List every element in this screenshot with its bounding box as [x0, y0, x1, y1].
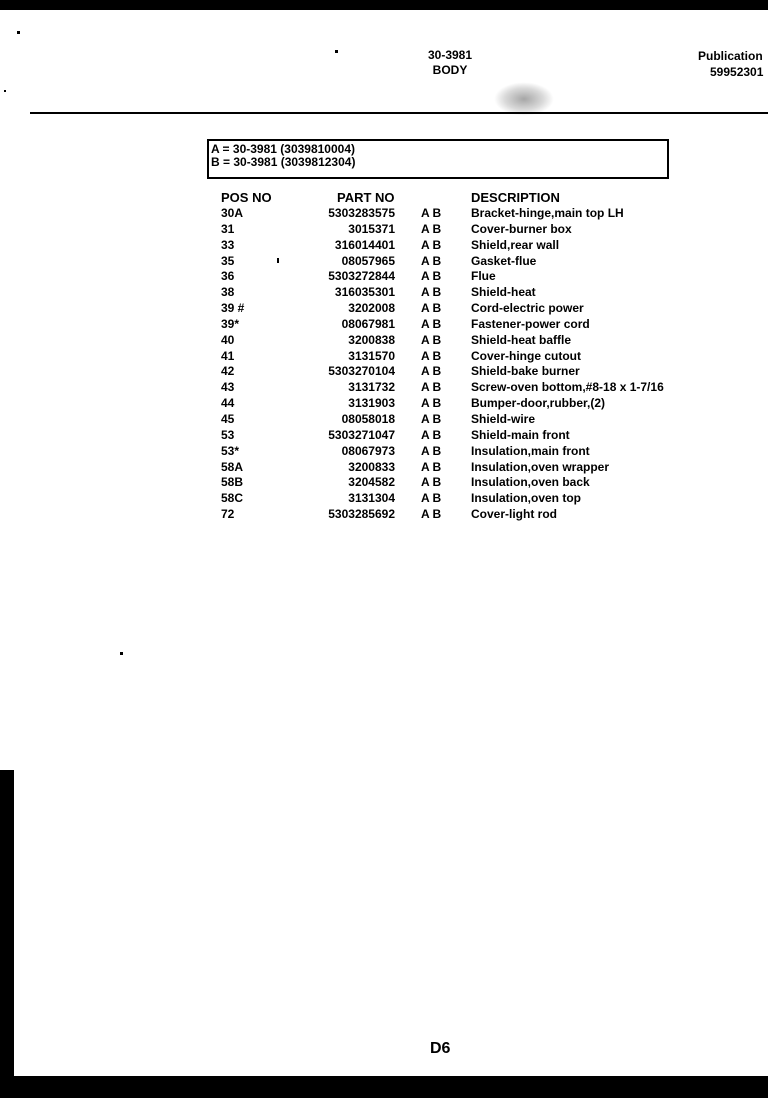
description-cell: Bumper-door,rubber,(2): [471, 396, 606, 411]
description-cell: Flue: [471, 269, 496, 284]
part-no-cell: 3131570: [348, 348, 395, 363]
model-applicability-cell: A B: [421, 348, 442, 363]
model-applicability-cell: A B: [421, 507, 442, 522]
part-no-cell: 08058018: [341, 411, 395, 426]
table-row: [215, 396, 695, 412]
description-cell: Gasket-flue: [471, 253, 537, 268]
model-applicability-cell: A B: [421, 316, 442, 331]
scan-speck: [17, 31, 20, 34]
description-cell: Cover-light rod: [471, 507, 557, 522]
pos-cell: 40: [221, 332, 235, 347]
table-row: [215, 238, 695, 254]
pos-cell: 38: [221, 285, 235, 300]
part-no-cell: 3131304: [348, 491, 395, 506]
publication-number: 59952301: [710, 65, 764, 79]
description-cell: Cover-burner box: [471, 221, 572, 236]
description-cell: Fastener-power cord: [471, 316, 590, 331]
table-row: [215, 412, 695, 428]
publication-label: Publication: [698, 49, 763, 63]
part-no-cell: 5303272844: [328, 269, 395, 284]
pos-cell: 33: [221, 237, 235, 252]
table-row: [215, 254, 695, 270]
part-no-cell: 3015371: [348, 221, 395, 236]
part-no-cell: 3202008: [348, 301, 395, 316]
table-row: [215, 333, 695, 349]
table-header-row: [215, 189, 695, 206]
table-row: [215, 206, 695, 222]
header-description: DESCRIPTION: [471, 190, 560, 205]
model-applicability-cell: A B: [421, 491, 442, 506]
pos-cell: 44: [221, 396, 235, 411]
table-row: [215, 349, 695, 365]
model-applicability-cell: A B: [421, 285, 442, 300]
pos-cell: 36: [221, 269, 235, 284]
part-no-cell: 5303285692: [328, 507, 395, 522]
part-no-cell: 3131732: [348, 380, 395, 395]
description-cell: Shield-main front: [471, 427, 570, 442]
model-legend-box: [207, 139, 669, 179]
header-pos-no: POS NO: [221, 190, 272, 205]
part-no-cell: 3131903: [348, 396, 395, 411]
description-cell: Insulation,oven wrapper: [471, 459, 610, 474]
parts-table: [215, 189, 695, 523]
table-row: [215, 380, 695, 396]
model-applicability-cell: A B: [421, 380, 442, 395]
header-rule: [30, 112, 768, 114]
part-no-cell: 3204582: [348, 475, 395, 490]
part-no-cell: 08057965: [341, 253, 395, 268]
table-row: [215, 507, 695, 523]
pos-cell: 35: [221, 253, 235, 268]
description-cell: Shield-heat: [471, 285, 536, 300]
model-applicability-cell: A B: [421, 443, 442, 458]
scan-speck: [120, 652, 123, 655]
part-no-cell: 08067981: [341, 316, 395, 331]
part-no-cell: 08067973: [341, 443, 395, 458]
table-row: [215, 364, 695, 380]
model-applicability-cell: A B: [421, 253, 442, 268]
scan-speck: [4, 90, 6, 92]
description-cell: Screw-oven bottom,#8-18 x 1-7/16: [471, 380, 664, 395]
table-row: [215, 285, 695, 301]
header-part-no: PART NO: [337, 190, 395, 205]
part-no-cell: 3200833: [348, 459, 395, 474]
model-applicability-cell: A B: [421, 459, 442, 474]
table-row: [215, 444, 695, 460]
description-cell: Insulation,oven top: [471, 491, 581, 506]
description-cell: Insulation,main front: [471, 443, 590, 458]
model-applicability-cell: A B: [421, 301, 442, 316]
model-applicability-cell: A B: [421, 269, 442, 284]
table-row: [215, 301, 695, 317]
pos-cell: 30A: [221, 206, 244, 220]
model-applicability-cell: A B: [421, 237, 442, 252]
pos-cell: 39*: [221, 316, 240, 331]
scan-smudge: [494, 82, 554, 116]
model-applicability-cell: A B: [421, 364, 442, 379]
pos-cell: 43: [221, 380, 235, 395]
pos-cell: 72: [221, 507, 235, 522]
pos-cell: 58A: [221, 459, 244, 474]
pos-cell: 42: [221, 364, 235, 379]
part-no-cell: 316014401: [334, 237, 395, 252]
table-row: [215, 475, 695, 491]
description-cell: Bracket-hinge,main top LH: [471, 206, 624, 220]
table-row: [215, 428, 695, 444]
section-title: BODY: [432, 63, 468, 77]
model-number: 30-3981: [427, 48, 473, 62]
description-cell: Cover-hinge cutout: [471, 348, 581, 363]
description-cell: Shield-wire: [471, 411, 536, 426]
scan-speck: [277, 258, 279, 263]
part-no-cell: 5303270104: [328, 364, 395, 379]
pos-cell: 41: [221, 348, 235, 363]
part-no-cell: 5303271047: [328, 427, 395, 442]
part-no-cell: 316035301: [334, 285, 395, 300]
pos-cell: 53*: [221, 443, 240, 458]
pos-cell: 45: [221, 411, 235, 426]
scan-border-left: [0, 770, 14, 1076]
model-legend-a: A = 30-3981 (3039810004): [211, 142, 355, 156]
part-no-cell: 5303283575: [328, 206, 395, 220]
document-header: [420, 48, 480, 78]
pos-cell: 31: [221, 221, 235, 236]
model-applicability-cell: A B: [421, 332, 442, 347]
table-row: [215, 460, 695, 476]
scan-border-top: [0, 0, 768, 10]
table-row: [215, 222, 695, 238]
pos-cell: 58C: [221, 491, 244, 506]
description-cell: Shield-heat baffle: [471, 332, 572, 347]
model-applicability-cell: A B: [421, 427, 442, 442]
page-number: D6: [430, 1040, 451, 1057]
model-applicability-cell: A B: [421, 411, 442, 426]
pos-cell: 58B: [221, 475, 244, 490]
table-row: [215, 491, 695, 507]
model-applicability-cell: A B: [421, 206, 442, 220]
description-cell: Shield-bake burner: [471, 364, 580, 379]
model-applicability-cell: A B: [421, 475, 442, 490]
pos-cell: 53: [221, 427, 235, 442]
model-applicability-cell: A B: [421, 221, 442, 236]
model-applicability-cell: A B: [421, 396, 442, 411]
table-row: [215, 317, 695, 333]
description-cell: Shield,rear wall: [471, 237, 560, 252]
description-cell: Cord-electric power: [471, 301, 584, 316]
description-cell: Insulation,oven back: [471, 475, 590, 490]
scan-border-bottom: [0, 1076, 768, 1098]
scan-speck: [335, 50, 338, 53]
model-legend-b: B = 30-3981 (3039812304): [211, 155, 356, 169]
publication-block: [698, 48, 768, 80]
pos-cell: 39 #: [221, 301, 245, 316]
table-row: [215, 269, 695, 285]
part-no-cell: 3200838: [348, 332, 395, 347]
